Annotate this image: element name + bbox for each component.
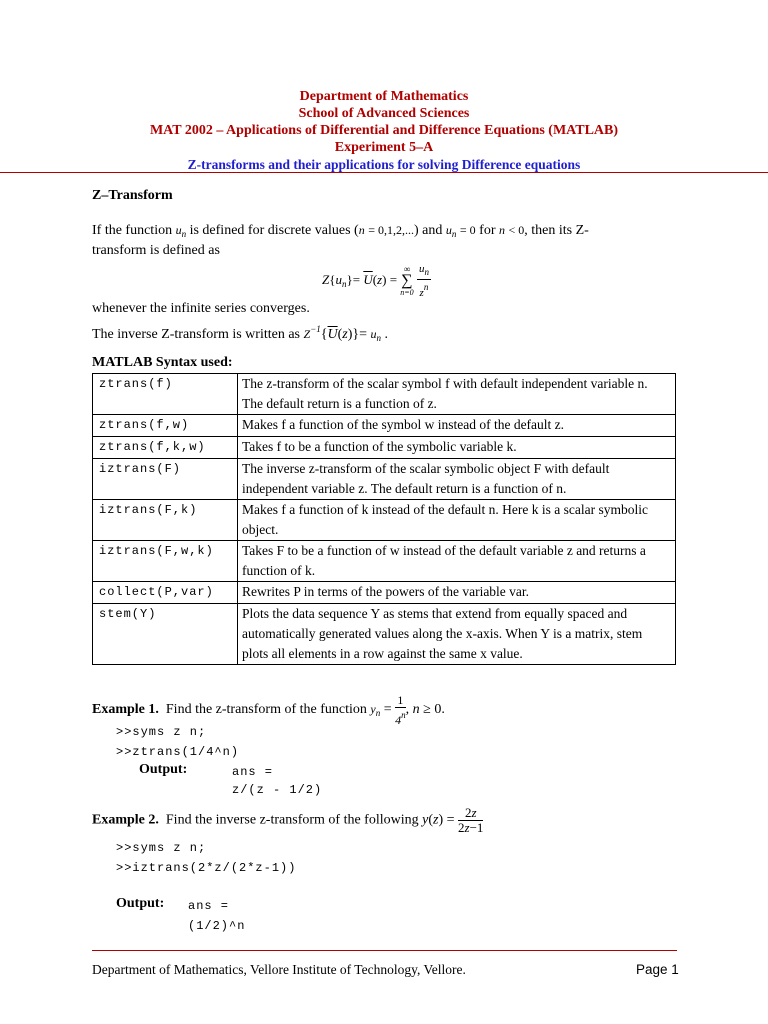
example-2-code-2: >>iztrans(2*z/(2*z-1)) (116, 861, 297, 875)
syntax-description: Takes F to be a function of w instead of the default variable z and returns a function of k. (238, 541, 676, 582)
example-1-title: Example 1. Find the z-transform of the function $y_n$ = $\frac{1}{4^n}$ , n ≥ 0. (92, 693, 445, 727)
syntax-command: ztrans(f,w) (93, 415, 238, 437)
syntax-row (93, 437, 676, 459)
syntax-description: Makes f a function of the symbol w instead of the default z. (238, 415, 676, 437)
syntax-description: The z-transform of the scalar symbol f with default independent variable n. The default return is a function of z. (238, 374, 676, 415)
example-1-output-2: z/(z - 1/2) (232, 783, 323, 797)
experiment-title: Experiment 5–A (334, 140, 434, 155)
syntax-description: Rewrites P in terms of the powers of the variable var. (238, 582, 676, 604)
syntax-row (93, 459, 676, 500)
section-title: Z–Transform (92, 188, 173, 203)
syntax-command: ztrans(f) (93, 374, 238, 415)
syntax-row (93, 604, 676, 665)
z-transform-formula: $Z\{u_n\}= \overline{U}(z)$ = ∞ ∑ n=0 $\frac{u_n}{z^n}$ (322, 263, 429, 299)
syntax-command: collect(P,var) (93, 582, 238, 604)
page-number: Page 1 (636, 962, 679, 977)
example-2-code-1: >>syms z n; (116, 841, 207, 855)
syntax-description: Plots the data sequence Y as stems that extend from equally spaced and automatically generated values along the x-axis. When Y is a matrix, stem plots all elements in a row against the same x value. (238, 604, 676, 665)
syntax-row (93, 541, 676, 582)
example-2-output-label: Output: (116, 896, 165, 911)
syntax-title: MATLAB Syntax used: (92, 355, 233, 370)
syntax-description: The inverse z-transform of the scalar symbolic object F with default independent variable z. The default return is a function of n. (238, 459, 676, 500)
syntax-row (93, 374, 676, 415)
footer-divider (92, 950, 677, 951)
example-1-output-label: Output: (139, 762, 188, 777)
syntax-table (92, 373, 676, 665)
example-2-output-1: ans = (188, 899, 230, 913)
course-title: MAT 2002 – Applications of Differential and Difference Equations (MATLAB) (149, 123, 619, 138)
header-divider (0, 172, 768, 173)
department-title: Department of Mathematics (299, 89, 469, 104)
syntax-description: Takes f to be a function of the symbolic variable k. (238, 437, 676, 459)
syntax-command: iztrans(F,w,k) (93, 541, 238, 582)
document-header (0, 88, 768, 173)
syntax-command: iztrans(F) (93, 459, 238, 500)
school-title: School of Advanced Sciences (298, 106, 470, 121)
syntax-command: ztrans(f,k,w) (93, 437, 238, 459)
syntax-command: iztrans(F,k) (93, 500, 238, 541)
example-2-title: Example 2. Find the inverse z-transform of the following y(z) = $\frac{2z}{2z-1}$ (92, 805, 484, 835)
converges-line: whenever the infinite series converges. (92, 301, 310, 316)
intro-paragraph: If the function $u_n$ is defined for discrete values (n = 0,1,2,...) and $u_n = 0$ for n < 0, then its Z- (92, 223, 589, 239)
footer-text: Department of Mathematics, Vellore Institute of Technology, Vellore. (92, 962, 466, 977)
syntax-command: stem(Y) (93, 604, 238, 665)
inverse-line: The inverse Z-transform is written as $Z^{-1}\{\overline{U}(z)\}= u_n$ . (92, 324, 389, 343)
example-1-output-1: ans = (232, 765, 274, 779)
syntax-row (93, 500, 676, 541)
example-1-code-1: >>syms z n; (116, 725, 207, 739)
syntax-row (93, 582, 676, 604)
intro-line-2: transform is defined as (92, 243, 220, 258)
syntax-row (93, 415, 676, 437)
experiment-subtitle: Z-transforms and their applications for solving Difference equations (187, 157, 581, 172)
example-2-output-2: (1/2)^n (188, 919, 246, 933)
example-1-code-2: >>ztrans(1/4^n) (116, 745, 240, 759)
syntax-description: Makes f a function of k instead of the default n. Here k is a scalar symbolic object. (238, 500, 676, 541)
